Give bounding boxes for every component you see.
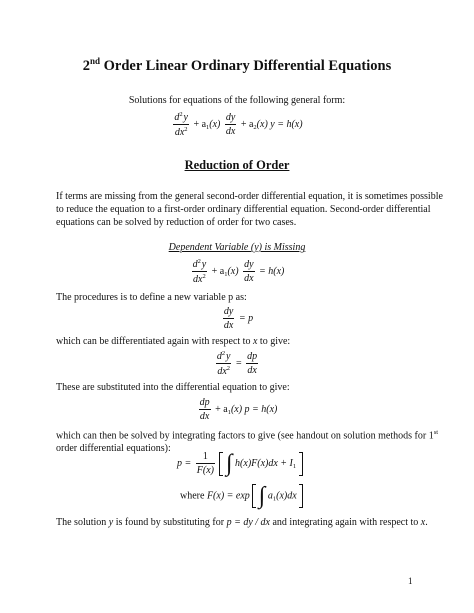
differentiate-again-text: which can be differentiated again with respect to x to give: bbox=[56, 336, 291, 347]
page-number: 1 bbox=[408, 576, 413, 586]
title-text: Order Linear Ordinary Differential Equations bbox=[100, 58, 392, 74]
section-heading-reduction: Reduction of Order bbox=[184, 158, 290, 172]
intro-text: Solutions for equations of the following general form: bbox=[128, 95, 346, 106]
right-bracket bbox=[299, 452, 303, 476]
substituted-text: These are substituted into the differential equation to give: bbox=[56, 382, 290, 393]
integral-sign-icon: ∫ bbox=[225, 450, 233, 477]
title-ordinal: 2 bbox=[82, 58, 90, 74]
equation-first-order: $\frac{dp}{dx}$ + $a_1(x) p = h(x)$ bbox=[199, 397, 278, 422]
procedure-text: The procedures is to define a new variable p as: bbox=[56, 292, 247, 303]
integrating-factors-text: which can then be solved by integrating factors to give (see handout on solution methods for 1st order differential equations): bbox=[56, 429, 439, 455]
left-bracket bbox=[219, 452, 223, 476]
subheading-dependent-variable-missing: Dependent Variable (y) is Missing bbox=[168, 242, 306, 253]
page-title bbox=[0, 56, 474, 75]
equation-general: $\frac{d^2 y}{dx^2}$ + $a_1(x)$ $\frac{dy}{dx}$ + $a_2(x) y = h(x)$ bbox=[174, 111, 303, 138]
equation-missing-y: $\frac{d^2 y}{dx^2}$ + $a_1(x)$ $\frac{dy}{dx}$ = h(x) bbox=[192, 258, 285, 285]
integral-sign-icon: ∫ bbox=[258, 483, 266, 509]
title-ordinal-sup: nd bbox=[90, 56, 101, 66]
reduction-paragraph: If terms are missing from the general second-order differential equation, it is sometimes possible to reduce the equation to a first-order ordinary differential equation. Second-order differential equations can be solved by reduction of order for two cases. bbox=[56, 191, 443, 228]
right-bracket-exp bbox=[299, 484, 303, 508]
equation-where-F: where F(x) = exp ∫ $a_1(x)dx$ bbox=[180, 484, 303, 508]
final-paragraph: The solution y is found by substituting for p = dy / dx and integrating again with respect to x. bbox=[56, 517, 428, 528]
left-bracket-exp bbox=[252, 484, 256, 508]
equation-second-derivative: $\frac{d^2 y}{dx^2}$ = $\frac{dp}{dx}$ bbox=[216, 350, 258, 377]
equation-define-p: $\frac{dy}{dx}$ = p bbox=[223, 306, 254, 331]
equation-solution-p: p = $\frac{1}{F(x)}$ ∫ $h(x)F(x)dx + I_1$ bbox=[177, 451, 303, 476]
